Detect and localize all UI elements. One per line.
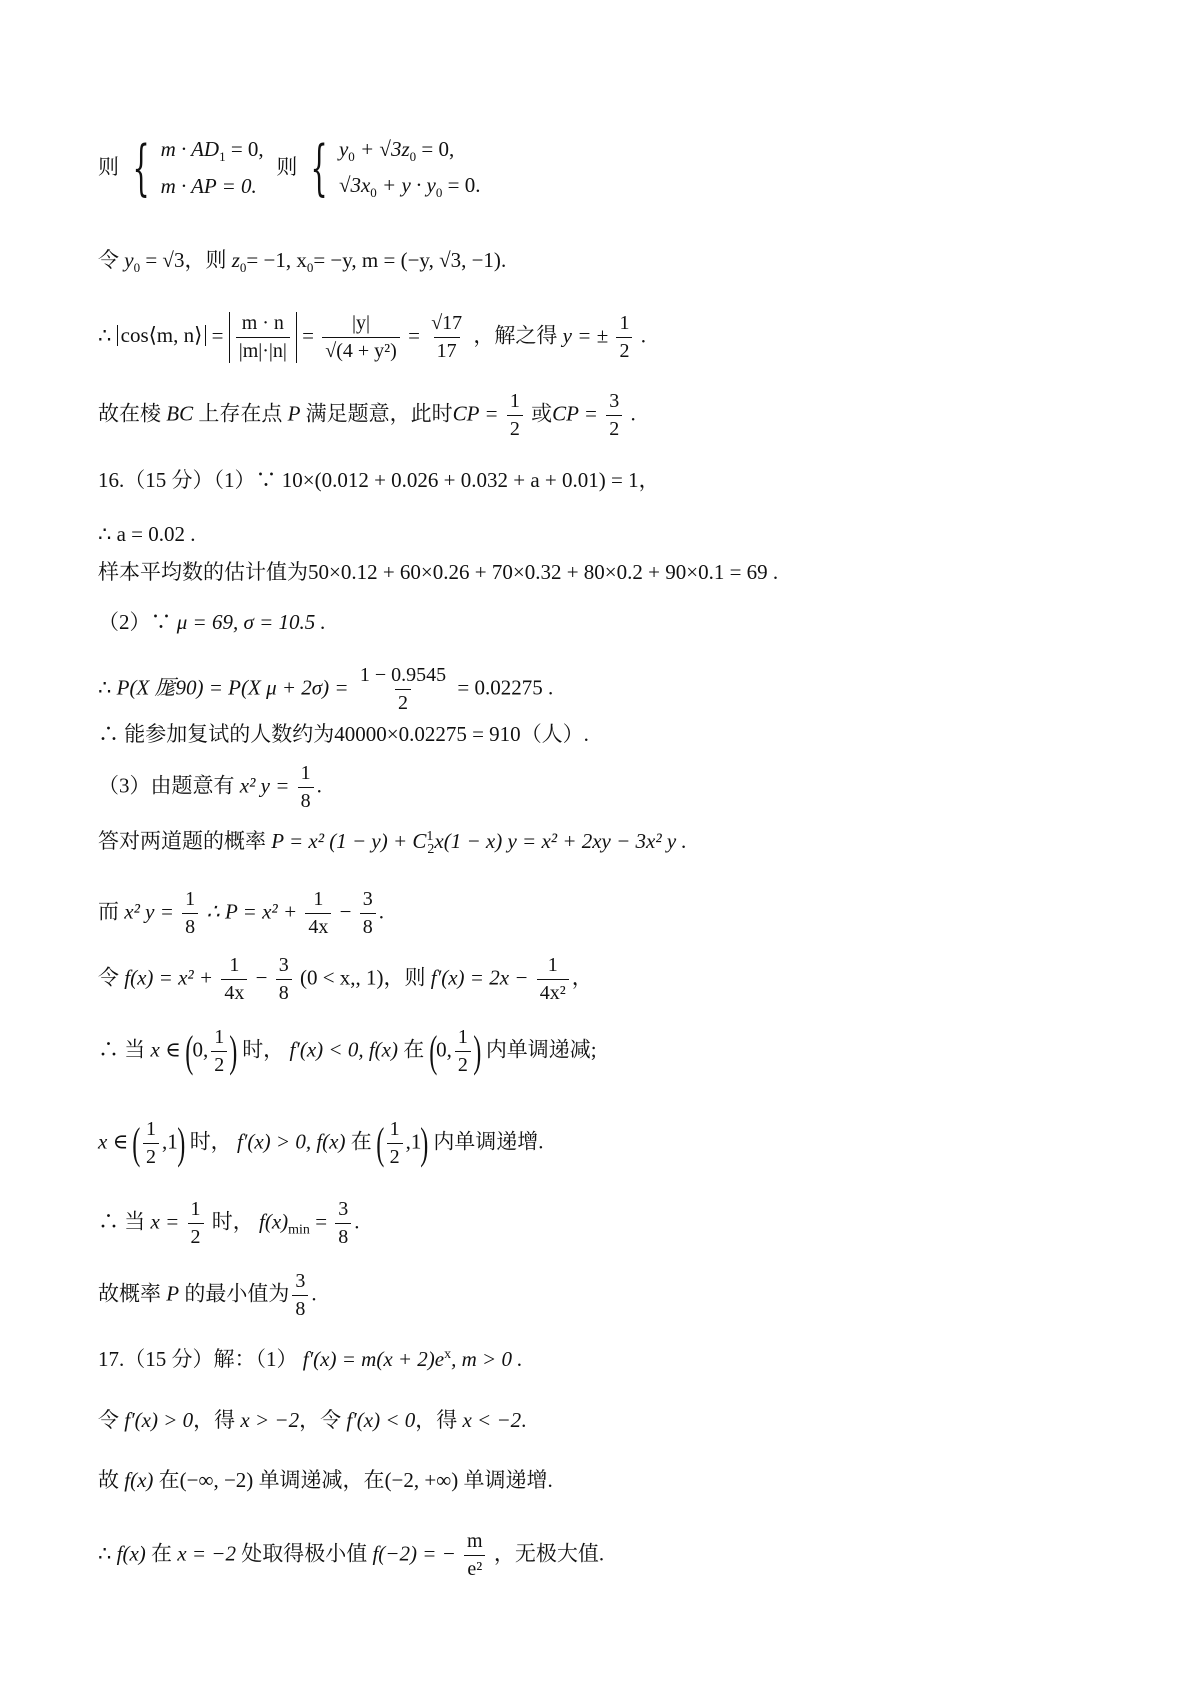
text-line	[98, 1530, 604, 1581]
text: 17.（15 分）解：（1）	[98, 1347, 298, 1371]
fraction-numerator: 1	[300, 762, 311, 784]
fraction-numerator: 1	[190, 1198, 201, 1220]
math: x =	[150, 1209, 180, 1234]
text-line	[98, 1410, 526, 1431]
text: 在	[403, 1037, 425, 1062]
fraction-numerator: 1	[619, 312, 630, 334]
math: P(X 厖90) = P(X	[116, 675, 261, 700]
text: 则	[98, 154, 119, 179]
text-line	[98, 724, 589, 745]
math: y	[124, 248, 134, 272]
text: （人）.	[520, 722, 589, 746]
text: 满足题意，此时	[305, 401, 453, 426]
text: ∴ 当	[98, 1209, 146, 1234]
text: 故在棱	[98, 401, 161, 426]
math: .	[630, 401, 636, 426]
text: ，得	[193, 1408, 236, 1432]
text: ，	[571, 965, 593, 990]
text: 时，	[211, 1209, 254, 1234]
math: x ∈	[98, 1129, 129, 1154]
math: ,1	[405, 1129, 422, 1154]
math: x² y =	[124, 899, 174, 924]
math: (−∞, −2)	[179, 1468, 254, 1492]
fraction-numerator: 1	[509, 390, 520, 412]
fraction-numerator: 1	[389, 1118, 400, 1140]
text: 处取得极小值	[241, 1541, 368, 1566]
fraction-denominator: 2	[455, 1051, 471, 1077]
text: 令	[98, 1408, 119, 1432]
text-line	[98, 1470, 553, 1491]
math: .	[311, 1281, 317, 1306]
math: = (−y, √3, −1)	[383, 248, 501, 272]
fraction-numerator: 3	[278, 954, 289, 976]
math: 0,	[192, 1037, 209, 1062]
text: 内单调递减;	[485, 1037, 597, 1062]
text: 故概率	[98, 1281, 161, 1306]
text: ，得	[415, 1408, 458, 1432]
math: ∴ P = x² +	[206, 899, 298, 924]
math: x ∈	[150, 1037, 181, 1062]
math: =	[408, 323, 420, 348]
math: x	[444, 1347, 452, 1362]
math: √3x	[338, 173, 371, 198]
math: P	[287, 401, 301, 426]
fraction-denominator: 8	[182, 913, 198, 939]
text: 故	[98, 1468, 119, 1492]
math: = −1, x	[246, 248, 307, 272]
math: z	[231, 248, 240, 272]
fraction-numerator: 1	[457, 1026, 468, 1048]
fraction-denominator: 2	[395, 689, 411, 715]
text: ，则	[184, 248, 227, 272]
text: 16.（15 分）（1）∵	[98, 468, 277, 492]
math: + y · y	[382, 173, 436, 198]
text: 单调递增.	[463, 1468, 553, 1492]
math: −	[339, 899, 352, 924]
fraction-denominator: 8	[335, 1223, 351, 1249]
dot-product-ad1: m · AD	[160, 137, 220, 162]
math: x < −2	[462, 1408, 522, 1432]
conclusion-line	[98, 390, 636, 441]
math: = 0.	[447, 173, 481, 198]
math: .	[316, 773, 322, 798]
fraction-denominator: 8	[292, 1295, 308, 1321]
math: μ + 2σ) =	[266, 675, 349, 700]
fraction-numerator: 3	[295, 1270, 306, 1292]
fraction-numerator: |y|	[352, 312, 371, 334]
math: + √3z	[360, 137, 410, 161]
math: f(x)	[116, 1541, 146, 1566]
text-line	[98, 762, 322, 813]
text: （3）由题意有	[98, 773, 235, 798]
math: .	[354, 1209, 360, 1234]
math: P	[166, 1281, 180, 1306]
math: x(1 − x) y = x² + 2xy − 3x² y .	[434, 829, 687, 853]
text: 样本平均数的估计值为	[98, 560, 308, 584]
math: min	[288, 1222, 310, 1238]
math: ∴ a = 0.02 .	[98, 522, 196, 546]
text-line	[98, 1270, 317, 1321]
math: =	[315, 1209, 328, 1234]
text-line: ∴ 当 x ∈ (0, $\frac{1}{2}$ ) 时， f′(x) < 0, f(x) 在 (0, $\frac{1}{2}$ ) 内单调递减;	[98, 1026, 597, 1076]
text: 时，	[189, 1129, 232, 1154]
fraction-numerator: 1	[229, 954, 240, 976]
math: f′(x) < 0	[346, 1408, 416, 1432]
text: 答对两道题的概率	[98, 829, 266, 853]
math: (0 < x,, 1)	[299, 965, 384, 990]
text: ∴	[98, 323, 112, 348]
text: ，解之得	[473, 323, 558, 348]
fraction-denominator: 2	[143, 1143, 159, 1169]
fraction-numerator: 1	[547, 954, 558, 976]
text-line	[98, 524, 196, 545]
fraction-numerator: 1 − 0.9545	[359, 664, 447, 686]
text: ，令	[299, 1408, 342, 1432]
fraction-denominator: 8	[298, 787, 314, 813]
fraction-numerator: √17	[431, 312, 463, 334]
text: ∴	[98, 1541, 112, 1566]
math: BC	[166, 401, 194, 426]
text: 的最小值为	[184, 1281, 290, 1306]
math: 0,	[436, 1037, 452, 1062]
text: 内单调递增.	[433, 1129, 544, 1154]
dot-product-ap: m · AP = 0.	[160, 173, 257, 198]
math: f(x)	[124, 1468, 154, 1492]
text: 令	[98, 965, 119, 990]
fraction-numerator: 1	[313, 888, 324, 910]
math: −	[255, 965, 268, 990]
text-line	[98, 954, 593, 1005]
math: = 0,	[421, 137, 455, 161]
math: 10×(0.012 + 0.026 + 0.032 + a + 0.01) = 1	[281, 468, 639, 492]
fraction-numerator: m	[467, 1530, 483, 1552]
fraction-numerator: 1	[214, 1026, 225, 1048]
math: x > −2	[240, 1408, 300, 1432]
math: f′(x) = 2x −	[430, 965, 529, 990]
text-line: 答对两道题的概率 P = x² $(1 - y) + C^1_2x(1 - x) y = x^2 + 2xy - 3x^2$ y .	[98, 829, 687, 858]
text: （2）∵	[98, 610, 172, 634]
math: μ = 69, σ = 10.5 .	[176, 610, 326, 634]
fraction-denominator: √(4 + y²)	[322, 337, 400, 363]
fraction-numerator: m · n	[241, 312, 284, 334]
math: f′(x) > 0	[124, 1408, 194, 1432]
math: f(−2) = −	[372, 1541, 456, 1566]
text: 令	[98, 248, 119, 272]
text-line	[98, 888, 384, 939]
text: 在	[350, 1129, 372, 1154]
math: CP =	[452, 401, 499, 426]
text-line: x ∈ ( $\frac{1}{2}$ ,1) 时， f′(x) > 0, f(x) 在 ( $\frac{1}{2}$ ,1) 内单调递增.	[98, 1118, 544, 1168]
fraction-denominator: 2	[387, 1143, 403, 1169]
math: y = ±	[562, 323, 609, 348]
fraction-denominator: 17	[434, 337, 460, 363]
assignment-line: 令 $y_0 = √3$，则 $z_0= -1$, $x_0= -y$, m = (−y, √3, −1).	[98, 248, 507, 276]
fraction-denominator: 2	[188, 1223, 204, 1249]
text-line	[98, 612, 326, 633]
text: 或	[531, 401, 553, 426]
cosine-line	[98, 312, 646, 363]
fraction-numerator: 3	[338, 1198, 349, 1220]
fraction-denominator: 2	[616, 337, 632, 363]
math: f(x)	[259, 1209, 289, 1234]
fraction-denominator: 8	[360, 913, 376, 939]
math: cos⟨m, n⟩	[120, 323, 203, 348]
text: 而	[98, 899, 119, 924]
text: 单调递减，在	[258, 1468, 385, 1492]
fraction-denominator: 2	[507, 415, 523, 441]
math: 50×0.12 + 60×0.26 + 70×0.32 + 80×0.2 + 90×0.1 = 69 .	[308, 560, 779, 584]
fraction-denominator: 2	[211, 1051, 227, 1077]
math: .	[640, 323, 646, 348]
text: ∴	[98, 675, 112, 700]
fraction-denominator: 4x²	[537, 979, 569, 1005]
fraction-numerator: 3	[362, 888, 373, 910]
math: 40000×0.02275 = 910	[334, 722, 521, 746]
text-line	[98, 562, 778, 583]
text: ∴ 能参加复试的人数约为	[98, 722, 335, 746]
text: = 0,	[230, 137, 264, 162]
text: ，	[638, 468, 660, 492]
math: (−2, +∞)	[384, 1468, 459, 1492]
fraction-numerator: 1	[185, 888, 196, 910]
fraction-denominator: e²	[464, 1555, 485, 1581]
text: ，无极大值.	[493, 1541, 605, 1566]
math: =	[211, 323, 224, 348]
fraction-denominator: |m|·|n|	[236, 337, 290, 363]
fraction-numerator: 1	[146, 1118, 157, 1140]
math: f′(x) = m(x + 2)e	[302, 1347, 445, 1371]
problem-16-header	[98, 470, 660, 491]
text: 在	[158, 1468, 180, 1492]
fraction-denominator: 4x	[305, 913, 331, 939]
text: ，则	[383, 965, 426, 990]
text: 时，	[242, 1037, 285, 1062]
math: f(x) = x² +	[124, 965, 214, 990]
text: 上存在点	[198, 401, 283, 426]
math: = √3	[145, 248, 185, 272]
text: 在	[151, 1541, 173, 1566]
math: .	[500, 248, 507, 272]
text: 则	[276, 154, 298, 179]
math: f′(x) > 0, f(x)	[236, 1129, 346, 1154]
math: CP =	[552, 401, 598, 426]
fraction-denominator: 8	[276, 979, 292, 1005]
math: =	[302, 323, 315, 348]
fraction-denominator: 2	[606, 415, 622, 441]
math: x² y =	[239, 773, 290, 798]
probability-line	[98, 664, 553, 715]
math: .	[521, 1408, 527, 1432]
math: y	[338, 137, 349, 161]
math: x = −2	[177, 1541, 236, 1566]
text-line	[98, 1198, 360, 1249]
math: , m > 0 .	[451, 1347, 523, 1371]
problem-17-header	[98, 1348, 522, 1370]
math: ,1	[162, 1129, 178, 1154]
math: f′(x) < 0, f(x)	[289, 1037, 398, 1062]
fraction-denominator: 4x	[221, 979, 247, 1005]
math: P = x² (1 − y) + C	[271, 829, 427, 853]
text: ∴ 当	[98, 1037, 146, 1062]
equation-system-line: 则 { $m \cdot AD_1 = 0$, m · AP = 0. 则 { $y_0 + √3z_0 = 0$, $√3x_0 + y \cdot y_0 = 0$.	[98, 133, 481, 204]
math: = 0.02275 .	[457, 675, 554, 700]
math: = −y, m	[313, 248, 379, 272]
fraction-numerator: 3	[609, 390, 620, 412]
math: .	[378, 899, 384, 924]
